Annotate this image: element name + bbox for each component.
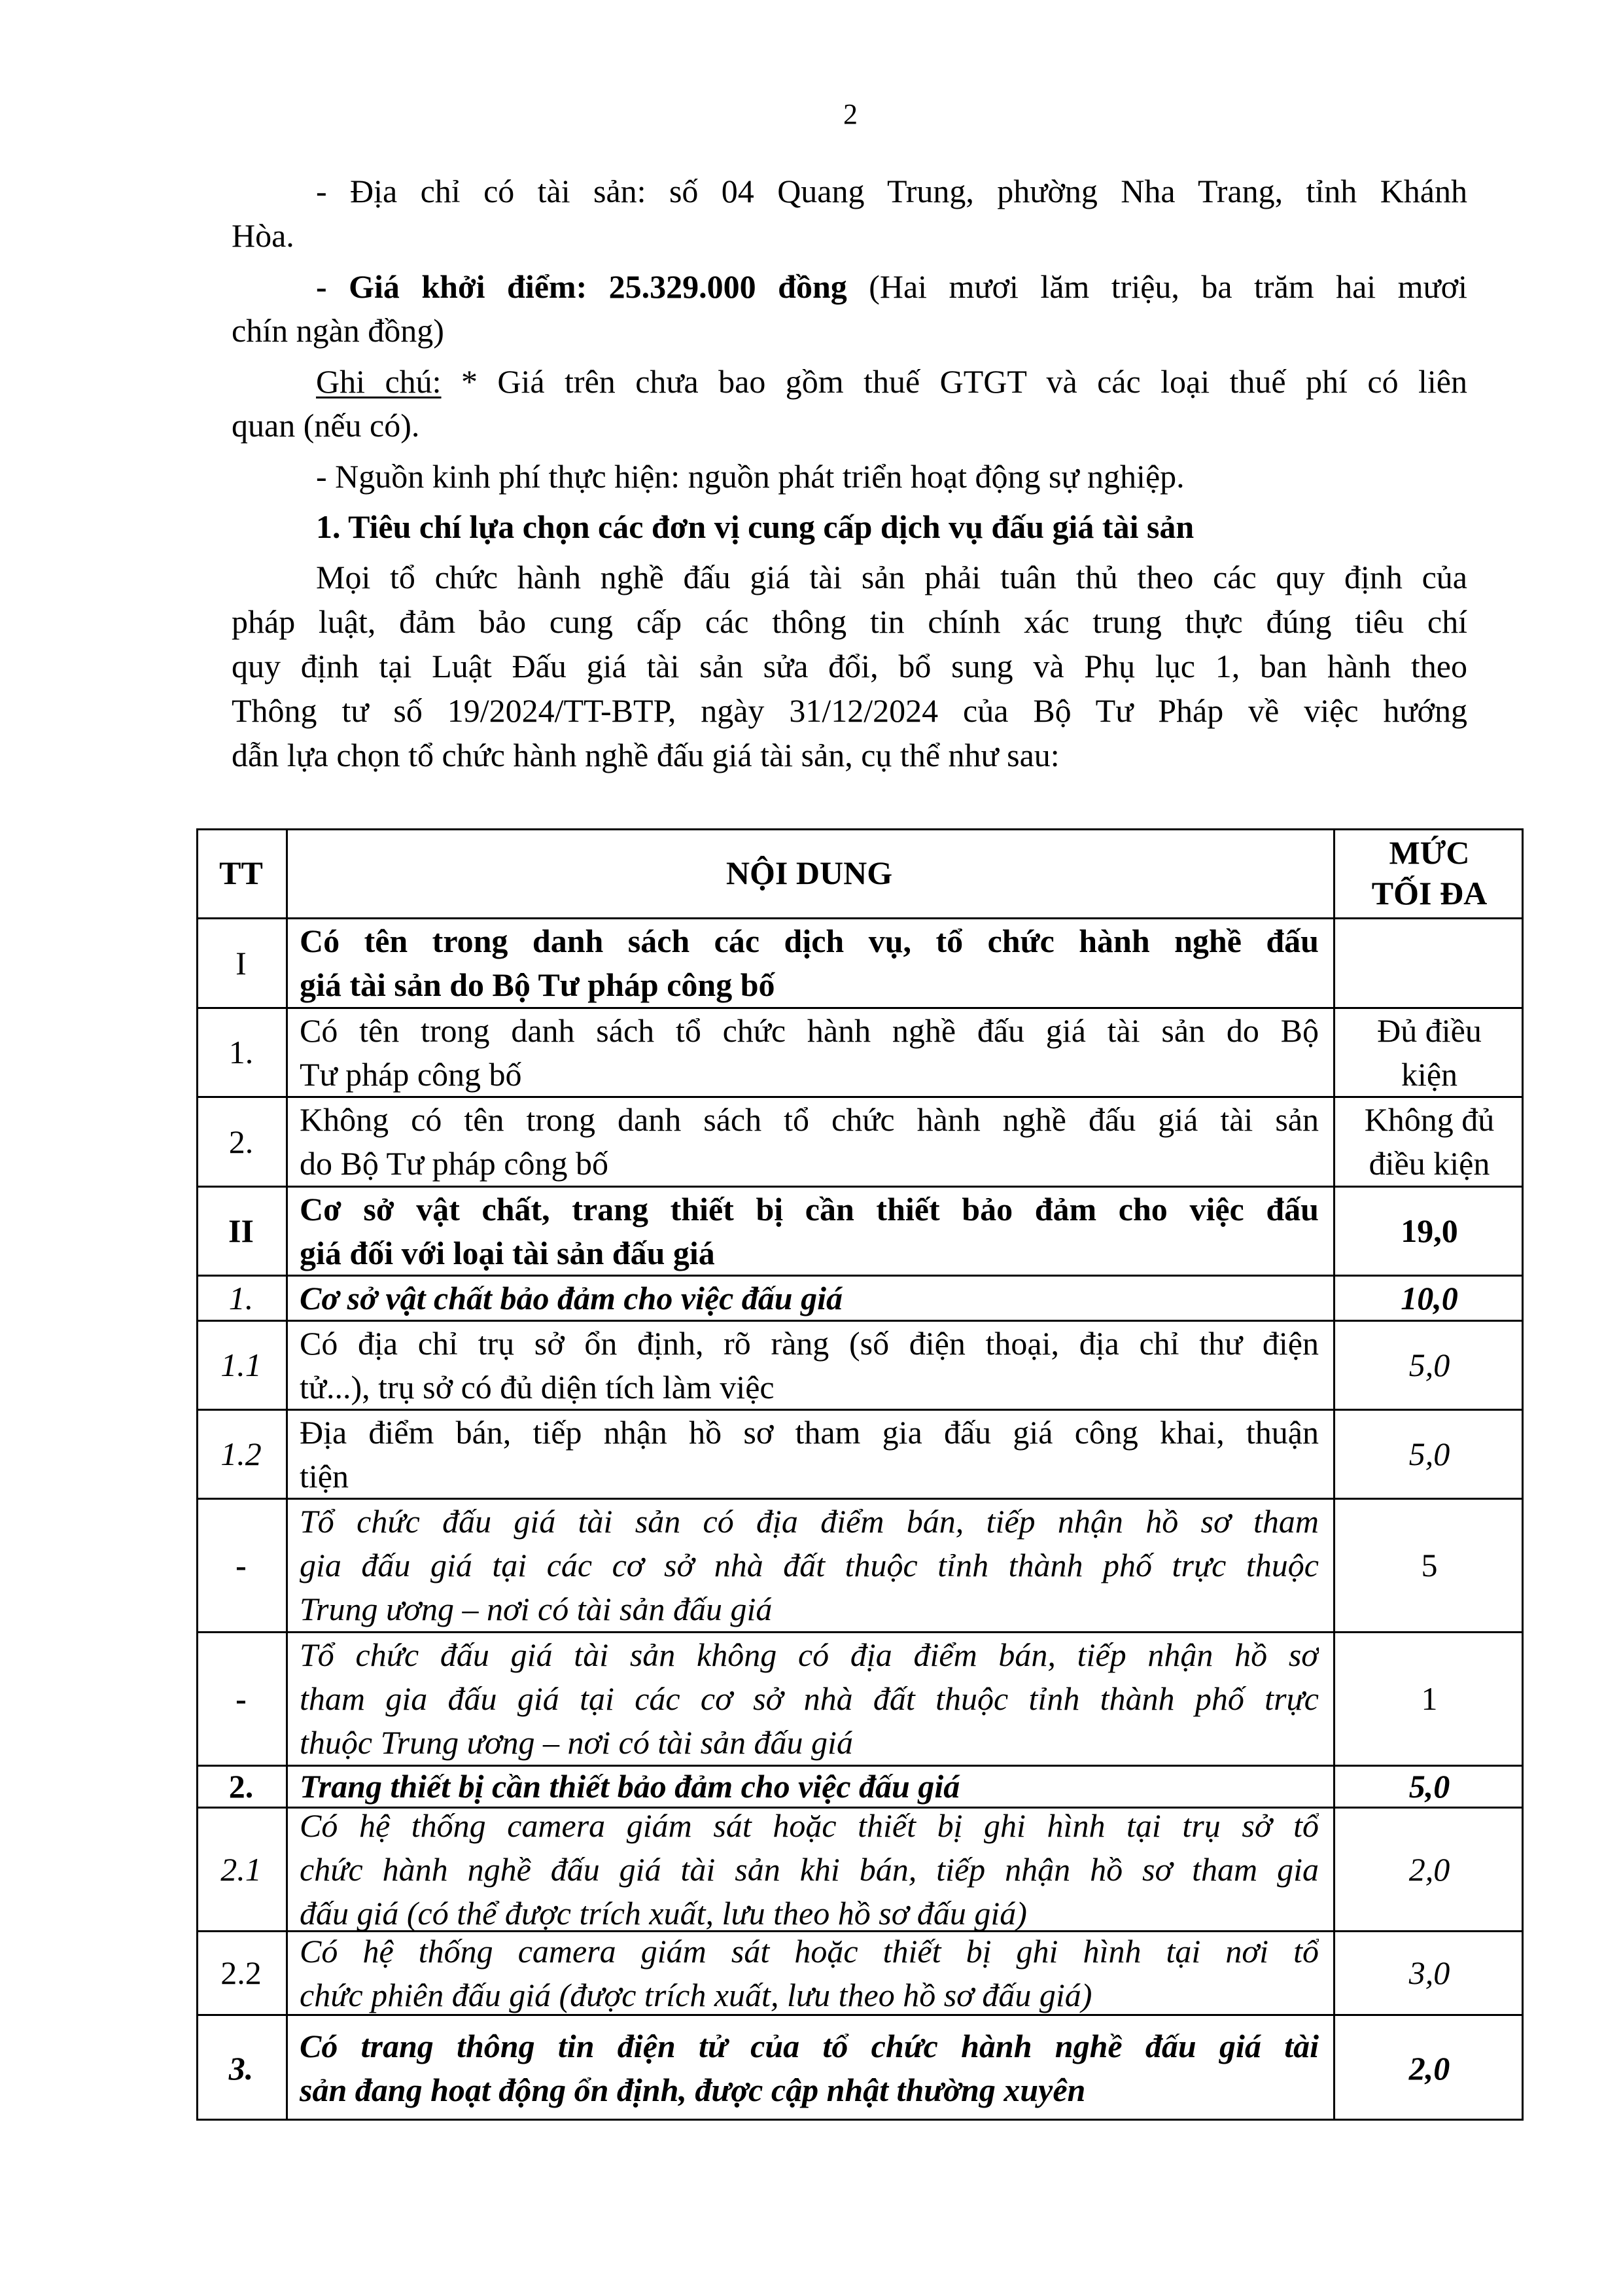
table-row xyxy=(196,1320,1524,1409)
row-number: 1.1 xyxy=(220,1347,262,1383)
row-max-score xyxy=(1335,1411,1524,1498)
row-content xyxy=(288,1411,1333,1498)
table-row xyxy=(196,1007,1524,1096)
row-max-score-line: Đủ điều xyxy=(1377,1012,1482,1049)
column-divider-tt xyxy=(286,828,288,2121)
column-divider-max xyxy=(1333,828,1335,2121)
row-content xyxy=(288,1767,1333,1807)
row-number: - xyxy=(236,1547,247,1583)
table-row xyxy=(196,1498,1524,1631)
funding-source: - Nguồn kinh phí thực hiện: nguồn phát triển hoạt động sự nghiệp. xyxy=(316,458,1185,495)
address-line-2: Hòa. xyxy=(232,217,294,254)
table-row xyxy=(196,1409,1524,1498)
row-content-line: giá đối với loại tài sản đấu giá xyxy=(300,1234,715,1271)
row-content-line: Có tên trong danh sách tổ chức hành nghề đấu giá tài sản do Bộ xyxy=(300,1012,1319,1049)
row-content-line: Có tên trong danh sách các dịch vụ, tổ chức hành nghề đấu xyxy=(300,923,1319,959)
table-row xyxy=(196,1275,1524,1320)
row-content xyxy=(288,1098,1333,1186)
row-content xyxy=(288,1932,1333,2014)
row-number: 1.2 xyxy=(220,1436,262,1472)
starting-price-words: (Hai mươi lăm triệu, ba trăm hai mươi xyxy=(846,268,1467,305)
table-row xyxy=(196,1186,1524,1275)
row-number: 1. xyxy=(228,1279,254,1316)
row-content-line: Trang thiết bị cần thiết bảo đảm cho việc đấu giá xyxy=(300,1768,960,1805)
row-number: - xyxy=(236,1680,247,1717)
row-max-score-line: điều kiện xyxy=(1369,1145,1490,1182)
row-content-line: Cơ sở vật chất bảo đảm cho việc đấu giá xyxy=(300,1279,843,1316)
row-content xyxy=(288,1188,1333,1275)
header-max-line-1: MỨC xyxy=(1389,834,1470,871)
table-row xyxy=(196,2014,1524,2121)
row-max-score xyxy=(1335,1633,1524,1765)
row-max-score xyxy=(1335,1188,1524,1275)
row-content-line: tiện xyxy=(300,1457,349,1494)
table-header-row xyxy=(196,828,1524,917)
page-number: 2 xyxy=(843,98,858,130)
row-content-line: Cơ sở vật chất, trang thiết bị cần thiết bảo đảm cho việc đấu xyxy=(300,1190,1319,1227)
section-heading: 1. Tiêu chí lựa chọn các đơn vị cung cấp dịch vụ đấu giá tài sản xyxy=(316,508,1195,545)
criteria-table xyxy=(196,828,1524,2121)
row-number: 2.1 xyxy=(220,1850,262,1888)
row-content-line: thuộc Trung ương – nơi có tài sản đấu giá xyxy=(300,1724,853,1761)
row-content xyxy=(288,1009,1333,1096)
table-row xyxy=(196,917,1524,1007)
row-content-line: Có hệ thống camera giám sát hoặc thiết bị ghi hình tại nơi tổ xyxy=(300,1932,1319,1969)
row-max-score-line: 1 xyxy=(1421,1680,1438,1717)
row-content-line: đấu giá (có thể được trích xuất, lưu theo hồ sơ đấu giá) xyxy=(300,1894,1027,1932)
row-content-line: chức phiên đấu giá (được trích xuất, lưu theo hồ sơ đấu giá) xyxy=(300,1976,1092,2013)
row-number: II xyxy=(228,1212,254,1249)
row-content-line: gia đấu giá tại các cơ sở nhà đất thuộc tỉnh thành phố trực thuộc xyxy=(300,1547,1319,1583)
row-content-line: Không có tên trong danh sách tổ chức hành nghề đấu giá tài sản xyxy=(300,1101,1319,1138)
starting-price-line-1 xyxy=(316,267,1467,306)
row-max-score xyxy=(1335,1932,1524,2014)
note-label: Ghi chú: xyxy=(316,363,442,400)
row-number: 2. xyxy=(228,1123,254,1160)
row-content-line: tử...), trụ sở có đủ diện tích làm việc xyxy=(300,1368,775,1405)
table-row xyxy=(196,1765,1524,1807)
row-max-score xyxy=(1335,1500,1524,1631)
row-max-score xyxy=(1335,2016,1524,2121)
table-row xyxy=(196,1631,1524,1765)
row-content xyxy=(288,1322,1333,1409)
row-content-line: sản đang hoạt động ổn định, được cập nhật thường xuyên xyxy=(300,2072,1086,2108)
row-max-score-line: 3,0 xyxy=(1408,1954,1450,1991)
row-max-score-line: 2,0 xyxy=(1408,1850,1450,1888)
row-number: 1. xyxy=(228,1034,254,1070)
row-content-line: tham gia đấu giá tại các cơ sở nhà đất thuộc tỉnh thành phố trực xyxy=(300,1680,1319,1717)
row-content xyxy=(288,1500,1333,1631)
header-max-line-2: TỐI ĐA xyxy=(1371,875,1488,911)
row-content xyxy=(288,1633,1333,1765)
row-content-line: Có trang thông tin điện tử của tổ chức hành nghề đấu giá tài xyxy=(300,2028,1319,2064)
intro-line-3: quy định tại Luật Đấu giá tài sản sửa đổi, bổ sung và Phụ lục 1, ban hành theo xyxy=(232,648,1467,684)
row-number: 2.2 xyxy=(220,1954,262,1991)
intro-line-1: Mọi tổ chức hành nghề đấu giá tài sản phải tuân thủ theo các quy định của xyxy=(316,559,1467,595)
row-max-score xyxy=(1335,1009,1524,1096)
note-text: * Giá trên chưa bao gồm thuế GTGT và các loại thuế phí có liên xyxy=(441,363,1467,400)
row-max-score-line: 2,0 xyxy=(1408,2049,1450,2087)
note-line-1 xyxy=(316,362,1467,401)
intro-line-5: dẫn lựa chọn tổ chức hành nghề đấu giá tài sản, cụ thể như sau: xyxy=(232,737,1060,773)
row-max-score-line: 19,0 xyxy=(1401,1212,1458,1249)
row-content xyxy=(288,2016,1333,2121)
row-max-score-line: Không đủ xyxy=(1364,1101,1495,1138)
row-content-line: Tư pháp công bố xyxy=(300,1055,522,1093)
row-max-score-line: 5,0 xyxy=(1408,1347,1450,1383)
row-content-line: Có địa chỉ trụ sở ổn định, rõ ràng (số điện thoại, địa chỉ thư điện xyxy=(300,1324,1319,1362)
row-max-score xyxy=(1335,919,1524,1007)
note-line-2: quan (nếu có). xyxy=(232,407,420,444)
starting-price-label: - Giá khởi điểm: 25.329.000 đồng xyxy=(316,268,847,305)
row-max-score xyxy=(1335,1767,1524,1807)
row-max-score xyxy=(1335,1322,1524,1409)
row-max-score-line: 5,0 xyxy=(1408,1436,1450,1472)
starting-price-line-2: chín ngàn đồng) xyxy=(232,312,444,349)
row-number: 2. xyxy=(228,1768,254,1805)
row-number: 3. xyxy=(228,2049,254,2087)
header-tt: TT xyxy=(219,854,263,891)
intro-line-4: Thông tư số 19/2024/TT-BTP, ngày 31/12/2024 của Bộ Tư Pháp về việc hướng xyxy=(232,692,1467,729)
row-content-line: Địa điểm bán, tiếp nhận hồ sơ tham gia đấu giá công khai, thuận xyxy=(300,1413,1319,1451)
row-max-score xyxy=(1335,1809,1524,1930)
row-content-line: giá tài sản do Bộ Tư pháp công bố xyxy=(300,966,775,1003)
intro-line-2: pháp luật, đảm bảo cung cấp các thông tin chính xác trung thực đúng tiêu chí xyxy=(232,603,1467,640)
row-max-score-line: 10,0 xyxy=(1401,1279,1458,1316)
row-max-score-line: 5,0 xyxy=(1408,1768,1450,1805)
row-content-line: do Bộ Tư pháp công bố xyxy=(300,1145,608,1182)
row-content xyxy=(288,1277,1333,1320)
row-max-score-line: 5 xyxy=(1421,1547,1438,1583)
row-content-line: Có hệ thống camera giám sát hoặc thiết bị ghi hình tại trụ sở tổ xyxy=(300,1807,1319,1844)
row-content-line: chức hành nghề đấu giá tài sản khi bán, tiếp nhận hồ sơ tham gia xyxy=(300,1850,1319,1888)
row-content-line: Trung ương – nơi có tài sản đấu giá xyxy=(300,1591,773,1627)
table-row xyxy=(196,1930,1524,2014)
row-number: I xyxy=(236,944,247,981)
row-max-score xyxy=(1335,1098,1524,1186)
row-content-line: Tổ chức đấu giá tài sản không có địa điểm bán, tiếp nhận hồ sơ xyxy=(300,1636,1319,1673)
row-content xyxy=(288,919,1333,1007)
table-row xyxy=(196,1807,1524,1930)
row-content-line: Tổ chức đấu giá tài sản có địa điểm bán, tiếp nhận hồ sơ tham xyxy=(300,1503,1319,1540)
header-max-score xyxy=(1335,828,1524,917)
address-line-1: - Địa chỉ có tài sản: số 04 Quang Trung, phường Nha Trang, tỉnh Khánh xyxy=(316,173,1467,209)
row-max-score xyxy=(1335,1277,1524,1320)
table-row xyxy=(196,1096,1524,1186)
header-content: NỘI DUNG xyxy=(725,854,893,891)
row-max-score-line: kiện xyxy=(1401,1055,1458,1093)
row-content xyxy=(288,1809,1333,1930)
